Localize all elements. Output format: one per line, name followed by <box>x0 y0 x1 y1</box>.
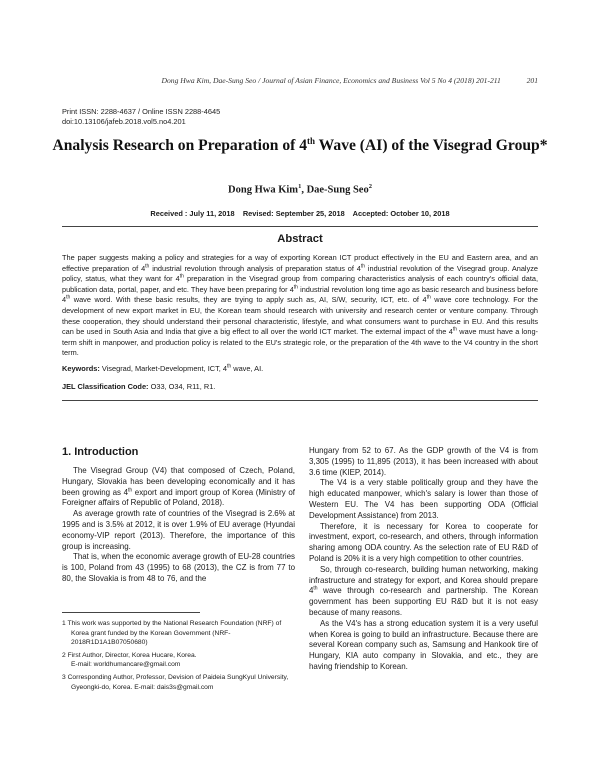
abstract-text: industrial revolution through analysis of preparation status of 4 <box>149 263 361 273</box>
keywords-label: Keywords: <box>62 364 100 373</box>
running-header-text: Dong Hwa Kim, Dae-Sung Seo / Journal of Asian Finance, Economics and Business Vol 5 No 4 (2018) 201-211 <box>161 76 501 85</box>
abstract-text: The paper suggests making a policy and strategies for a way of exporting Korean ICT product effectively in the EU and Eastern area, and an effective preparation of 4 <box>62 253 538 273</box>
footnote-1: 1 This work was supported by the National Research Foundation (NRF) of Korea grant funded by the Korean Government (NRF-2018R1D1A1B07050680) <box>62 620 282 647</box>
abstract-text: industrial revolution long time ago as basic research and business before 4 <box>62 284 538 305</box>
submission-dates: Received : July 11, 2018 Revised: September 25, 2018 Accepted: October 10, 2018 <box>150 209 450 218</box>
keywords-text-end: wave, AI. <box>231 364 264 373</box>
author-separator: , <box>301 184 307 196</box>
abstract-text: wave must have a long-term shift in manpower, and production policy is related to the EU's strategic role, or the preparation of the 4th wave to the V4 country in the short term. <box>62 327 538 358</box>
paragraph <box>62 466 295 509</box>
issn-line: Print ISSN: 2288-4637 / Online ISSN 2288-4645 <box>62 107 221 116</box>
section-heading: 1. Introduction <box>62 446 139 458</box>
abstract-sup: th <box>179 273 184 280</box>
abstract-text: preparation in the Visegrad group from comparing characteristics analysis of each country's official data, publication data, portal, paper, and etc. They have been preparing for 4 <box>62 274 538 294</box>
keywords-text: Visegrad, Market-Development, ICT, 4 <box>99 364 227 373</box>
paragraph: That is, when the economic average growth of EU-28 countries is 100, Poland from 43 (1995) to 68 (2013), the CZ is from 77 to 80, the Slovakia is from 48 to 76, and the <box>62 552 295 583</box>
abstract-bottom-rule <box>62 400 538 401</box>
author-2-sup: 2 <box>368 183 372 190</box>
abstract-text: industrial revolution of the Visegrad group. Analyze policy, status, what they want for 4 <box>62 263 538 284</box>
abstract-sup: th <box>66 294 71 301</box>
issn-block <box>62 107 220 127</box>
right-column <box>309 446 538 673</box>
jel-label: JEL Classification Code: <box>62 382 149 391</box>
title-part-1: Analysis Research on Preparation of 4 <box>52 137 308 155</box>
paragraph-sup: th <box>128 486 133 493</box>
abstract-sup: th <box>426 294 431 301</box>
jel-line <box>62 382 538 391</box>
abstract-sup: th <box>293 284 298 291</box>
page-number: 201 <box>526 76 538 85</box>
abstract-body <box>62 253 538 359</box>
footnote-3: 3 Corresponding Author, Professor, Devision of Paideia SungKyul University, Gyeongki-do, Korea. E-mail: dais3s@gmail.com <box>62 673 289 691</box>
footnote-rule <box>62 612 200 613</box>
paragraph-text: The Visegrad Group (V4) that composed of Czech, Poland, Hungary, Slovakia has been developing economically and it has been growing as 4 <box>62 466 295 497</box>
paragraph-text: export and import group of Korea (Ministry of Foreigner affairs of Republic of Poland, 2018). <box>62 487 295 508</box>
jel-codes: O33, O34, R11, R1. <box>148 382 216 391</box>
author-1-sup: 1 <box>298 183 302 190</box>
paragraph: As average growth rate of countries of the Visegrad is 2.6% at 1995 and is 3.5% at 2012, it is over 1.9% of EU average (Hyundai economy-VIP report (2013). Therefore, the importance of this group is increasing. <box>62 509 295 551</box>
keywords-sup: th <box>227 363 232 370</box>
abstract-top-rule <box>62 226 538 227</box>
paragraph: The V4 is a very stable politically group and they have the high educated manpower, which's salary is lower than those of Western EU. The V4 has been supporting ODA (Official Development Assistance) from 2013. <box>309 478 538 520</box>
author-1: Dong Hwa Kim <box>228 184 299 196</box>
paragraph-text: So, through co-research, building human networking, making infrastructure and strategy for export, and Korea should prepare 4 <box>309 564 538 596</box>
author-2: Dae-Sung Seo <box>306 184 369 196</box>
running-header <box>110 76 538 85</box>
doi-line: doi:10.13106/jafeb.2018.vol5.no4.201 <box>62 117 186 126</box>
footnotes <box>62 619 295 695</box>
author-line <box>40 183 560 196</box>
paragraph <box>309 565 538 619</box>
abstract-sup: th <box>145 263 150 270</box>
paragraph-sup: th <box>313 585 318 592</box>
abstract-text: wave word. With these basic results, they are trying to apply such as, AI, S/W, security, ICT, etc. of 4 <box>70 295 427 305</box>
left-column <box>62 466 295 585</box>
abstract-text: wave core technology. For the development of new export market in EU, the Korean team should research with university and research center or venture company. Through these cooperation, they should understand their personal characteristic, lifestyle, and what consumers want to purchase in EU. And this results can be used in South Asia and India that give a big effect to all over the world ICT market. The external impact of the 4 <box>62 295 538 337</box>
keywords-line <box>62 364 538 373</box>
paragraph: Therefore, it is necessary for Korea to cooperate for investment, export, co-research, and others, through information sharing among ODA country. As the selection rate of EU R&D of Poland is 20% it is a very high competition to other countries. <box>309 521 538 563</box>
footnote-2-email: E-mail: worldhumancare@gmail.com <box>71 661 181 669</box>
paragraph: As the V4's has a strong education system it is a very useful when Korea is going to build an infrastructure. Because there are several Korean company such as, Samsung and Hankook tire of Hungary, KIA auto company in Slovakia, and etc., they are having friendship to Korean. <box>309 618 538 671</box>
paper-title <box>40 136 560 155</box>
title-sup: th <box>307 136 316 146</box>
abstract-sup: th <box>360 263 366 270</box>
title-part-2: Wave (AI) of the Visegrad Group* <box>315 137 548 155</box>
paragraph-text: wave through co-research and partnership. The Korean government has been supporting EU R&D but it is not easy because of many reasons. <box>309 586 538 617</box>
footnote-2-text: 2 First Author, Director, Korea Hucare, Korea. <box>62 651 197 659</box>
footnote-2 <box>62 651 295 670</box>
abstract-heading: Abstract <box>277 233 323 245</box>
abstract-sup: th <box>452 326 457 333</box>
paragraph: Hungary from 52 to 67. As the GDP growth of the V4 is from 3,305 (1995) to 11,895 (2013), it has been increased with about 3.6 time (KIEP, 2014). <box>309 446 538 477</box>
